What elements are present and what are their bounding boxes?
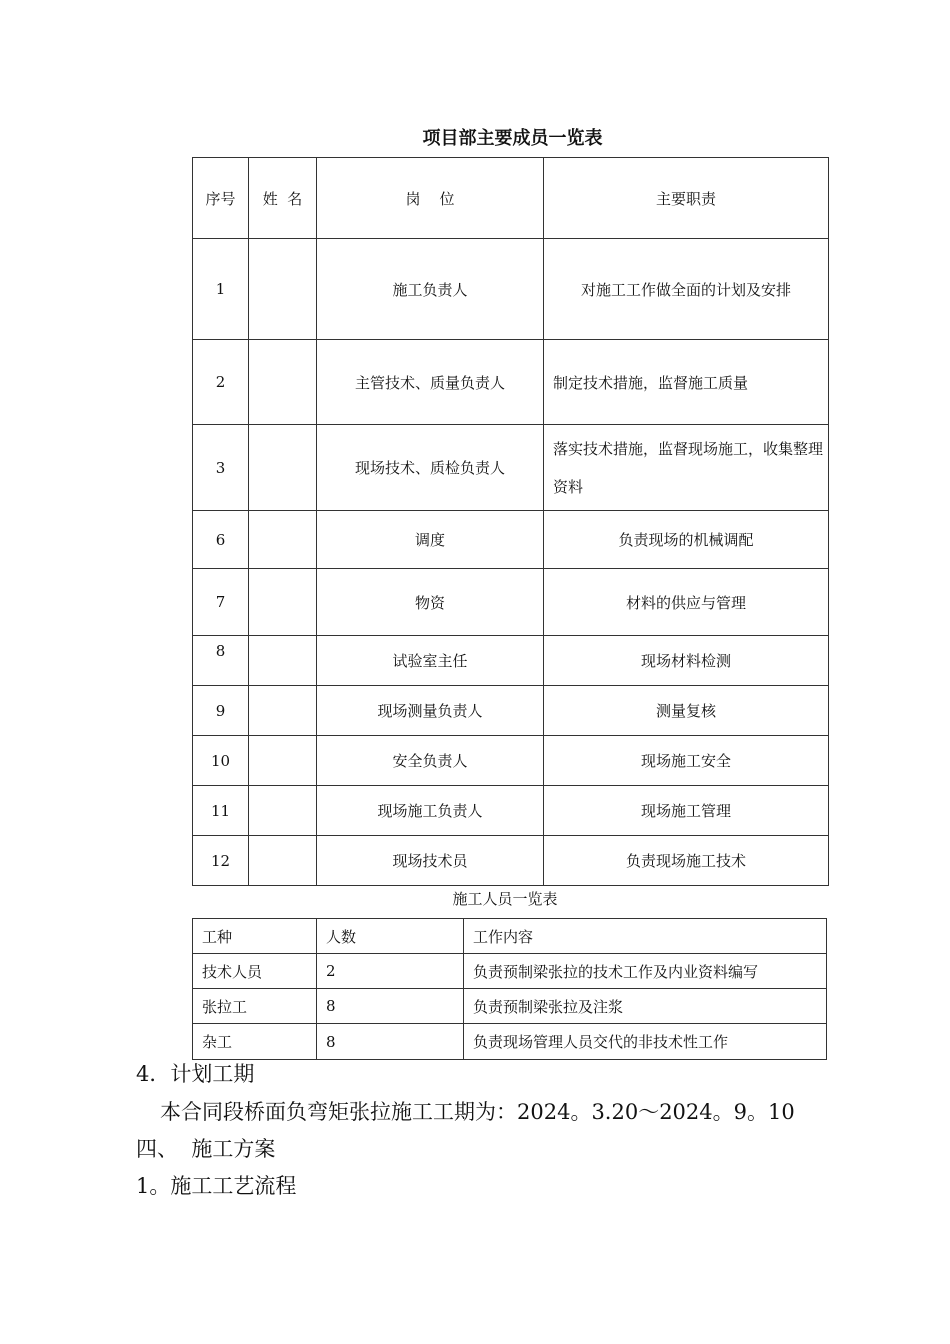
row-no: 8 — [193, 636, 249, 686]
row-duty: 测量复核 — [544, 686, 829, 736]
row-count: 8 — [317, 989, 464, 1024]
row-post: 施工负责人 — [317, 239, 544, 340]
row-post: 现场技术员 — [317, 836, 544, 886]
row-no: 6 — [193, 511, 249, 569]
header-count: 人数 — [317, 919, 464, 954]
section-four-heading: 四、 施工方案 — [136, 1137, 276, 1161]
row-name — [249, 786, 317, 836]
row-duty: 现场材料检测 — [544, 636, 829, 686]
row-duty: 制定技术措施，监督施工质量 — [544, 340, 829, 425]
row-duty — [544, 425, 829, 511]
table-row — [193, 1024, 827, 1060]
row-count: 8 — [317, 1024, 464, 1060]
table-row — [193, 836, 829, 886]
header-type: 工种 — [193, 919, 317, 954]
row-post: 调度 — [317, 511, 544, 569]
row-no: 10 — [193, 736, 249, 786]
table-row — [193, 954, 827, 989]
row-work: 负责预制梁张拉的技术工作及内业资料编写 — [464, 954, 827, 989]
row-no: 1 — [193, 239, 249, 340]
row-work: 负责预制梁张拉及注浆 — [464, 989, 827, 1024]
row-name — [249, 239, 317, 340]
row-name — [249, 736, 317, 786]
row-no: 11 — [193, 786, 249, 836]
header-name: 姓 名 — [249, 158, 317, 239]
row-duty-text: 落实技术措施，监督现场施工，收集整理资料 — [553, 439, 824, 496]
table-header-row — [193, 158, 829, 239]
row-duty: 对施工工作做全面的计划及安排 — [544, 239, 829, 340]
table-row — [193, 786, 829, 836]
row-no: 7 — [193, 569, 249, 636]
row-post: 安全负责人 — [317, 736, 544, 786]
table2-title: 施工人员一览表 — [452, 890, 558, 908]
row-post: 物资 — [317, 569, 544, 636]
table-row — [193, 425, 829, 511]
row-name — [249, 340, 317, 425]
plan-text: 本合同段桥面负弯矩张拉施工工期为：2024。3.20～2024。9。10 — [160, 1100, 795, 1124]
table-row — [193, 239, 829, 340]
workers-table — [192, 918, 827, 1060]
table-row — [193, 736, 829, 786]
table-row — [193, 989, 827, 1024]
row-name — [249, 636, 317, 686]
table-row — [193, 686, 829, 736]
table1-title: 项目部主要成员一览表 — [422, 128, 603, 149]
row-no: 9 — [193, 686, 249, 736]
row-post: 主管技术、质量负责人 — [317, 340, 544, 425]
row-duty: 负责现场施工技术 — [544, 836, 829, 886]
header-duty: 主要职责 — [544, 158, 829, 239]
staff-table — [192, 157, 829, 886]
row-type: 杂工 — [193, 1024, 317, 1060]
row-name — [249, 836, 317, 886]
table-header-row — [193, 919, 827, 954]
row-name — [249, 511, 317, 569]
row-work: 负责现场管理人员交代的非技术性工作 — [464, 1024, 827, 1060]
table-row — [193, 569, 829, 636]
section-flow-heading: 1。施工工艺流程 — [136, 1174, 297, 1198]
row-duty: 现场施工安全 — [544, 736, 829, 786]
row-duty: 现场施工管理 — [544, 786, 829, 836]
row-duty: 材料的供应与管理 — [544, 569, 829, 636]
header-work: 工作内容 — [464, 919, 827, 954]
row-no: 3 — [193, 425, 249, 511]
row-post: 现场施工负责人 — [317, 786, 544, 836]
row-no: 2 — [193, 340, 249, 425]
table-row — [193, 340, 829, 425]
header-post: 岗 位 — [317, 158, 544, 239]
header-no: 序号 — [193, 158, 249, 239]
row-no: 12 — [193, 836, 249, 886]
row-duty: 负责现场的机械调配 — [544, 511, 829, 569]
row-name — [249, 569, 317, 636]
row-type: 技术人员 — [193, 954, 317, 989]
section-plan-heading: 4．计划工期 — [136, 1062, 255, 1086]
row-post: 现场测量负责人 — [317, 686, 544, 736]
row-post: 试验室主任 — [317, 636, 544, 686]
row-name — [249, 686, 317, 736]
row-type: 张拉工 — [193, 989, 317, 1024]
row-count: 2 — [317, 954, 464, 989]
table-row — [193, 636, 829, 686]
row-name — [249, 425, 317, 511]
row-post: 现场技术、质检负责人 — [317, 425, 544, 511]
table-row — [193, 511, 829, 569]
